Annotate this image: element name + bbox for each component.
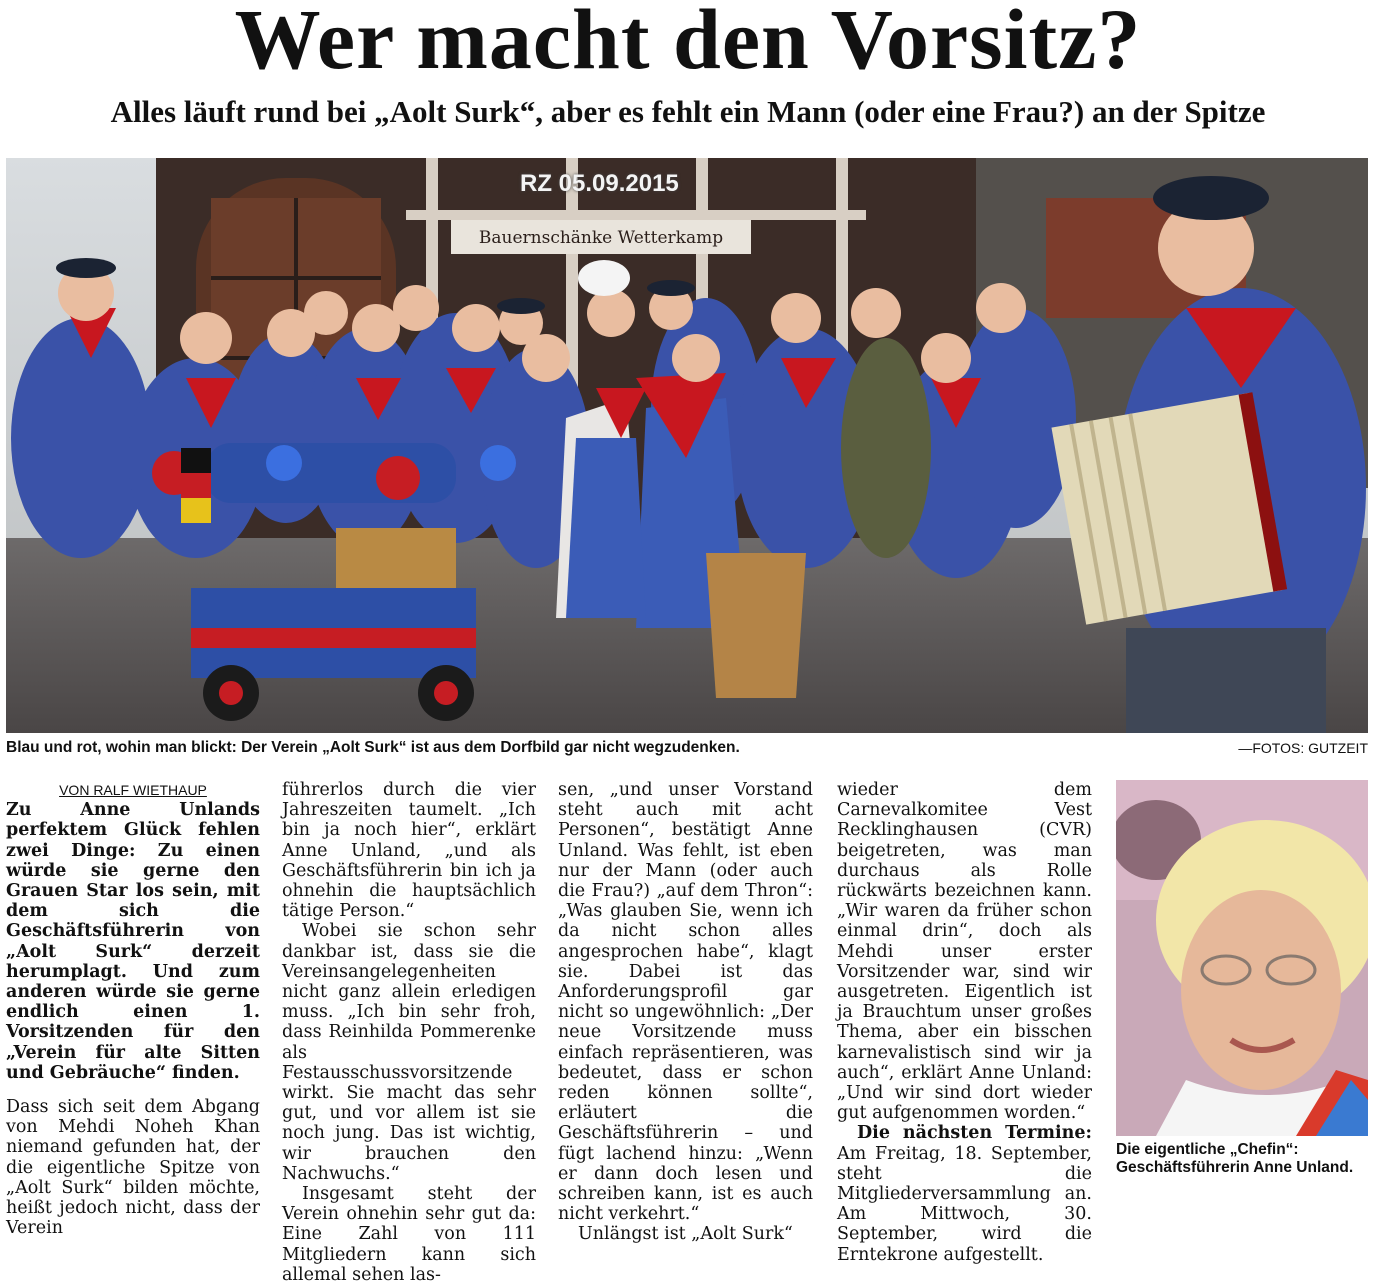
- article-column-4: [837, 780, 1092, 1265]
- inn-sign: Bauernschänke Wetterkamp: [478, 228, 724, 248]
- group-photo: [6, 158, 1368, 733]
- body-paragraph: führerlos durch die vier Jahreszeiten taumelt. „Ich bin ja noch hier“, erklärt Anne Unland, „und als Geschäftsführerin bin ich ja ohnehin die hauptsächlich tätige Person.“: [282, 780, 536, 922]
- portrait-caption: Die eigentliche „Chefin“: Geschäftsführerin Anne Unland.: [1116, 1141, 1354, 1176]
- body-paragraph: sen, „und unser Vorstand steht auch mit acht Personen“, bestätigt Anne Unland. Was fehlt, ist eben nur der Mann (oder auch die Frau?) „auf dem Thron“: „Was glauben Sie, wenn ich da nicht schon alles angesprochen habe“, klagt sie. Dabei ist das Anforderungsprofil gar nicht so ungewöhnlich: „Der neue Vorsitzende muss einfach repräsentieren, was bedeutet, dass er schon reden können sollte“, erläutert die Geschäftsführerin – und fügt lachend hinzu: „Wenn er dann doch lesen und schreiben kann, ist es auch nicht verkehrt.“: [558, 780, 813, 1225]
- body-paragraph: Insgesamt steht der Verein ohnehin sehr gut da: Eine Zahl von 111 Mitgliedern kann sich allemal sehen las-: [282, 1184, 536, 1285]
- portrait-photo: [1116, 780, 1368, 1136]
- body-paragraph: wieder dem Carnevalkomitee Vest Recklinghausen (CVR) beigetreten, was man durchaus als Rolle rückwärts bezeichnen kann. „Wir waren da früher schon einmal drin“, doch als Mehdi unser erster Vorsitzender war, sind wir ausgetreten. Eigentlich ist ja Brauchtum unser großes Thema, aber ein bisschen karnevalistisch sind wir ja auch“, erklärt Anne Unland: „Und wir sind dort wieder gut aufgenommen worden.“: [837, 780, 1092, 1124]
- dates-text: Am Freitag, 18. September, steht die Mitgliederversammlung an. Am Mittwoch, 30. September, wird die Erntekrone aufgestellt.: [837, 1143, 1092, 1265]
- article-column-2: [282, 780, 536, 1285]
- body-paragraph: Dass sich seit dem Abgang von Mehdi Noheh Khan niemand gefunden hat, der die eigentliche Spitze von „Aolt Surk“ bilden möchte, heißt jedoch nicht, dass der Verein: [6, 1097, 260, 1239]
- photo-caption: Blau und rot, wohin man blickt: Der Verein „Aolt Surk“ ist aus dem Dorfbild gar nicht wegzudenken.: [6, 739, 740, 756]
- headline: Wer macht den Vorsitz?: [234, 0, 1142, 87]
- byline: VON RALF WIETHAUP: [59, 782, 207, 798]
- photo-credit: —FOTOS: GUTZEIT: [1238, 740, 1368, 756]
- lead-paragraph: Zu Anne Unlands perfektem Glück fehlen zwei Dinge: Zu einen würde sie gerne den Grauen Star los sein, mit dem sich die Geschäftsführerin von „Aolt Surk“ derzeit herumplagt. Und zum anderen würde sie gerne endlich einen 1. Vorsitzenden für den „Verein für alte Sitten und Gebräuche“ finden.: [6, 800, 260, 1083]
- dates-heading: Die nächsten Termine:: [857, 1123, 1092, 1144]
- photo-date-stamp: RZ 05.09.2015: [520, 170, 679, 197]
- article-column-3: [558, 780, 813, 1245]
- body-paragraph: Wobei sie schon sehr dankbar ist, dass sie die Vereinsangelegenheiten nicht ganz allein erledigen muss. „Ich bin sehr froh, dass Reinhilda Pommerenke als Festausschussvorsitzende wirkt. Sie macht das sehr gut, und vor allem ist sie noch jung. Das ist wichtig, wir brauchen den Nachwuchs.“: [282, 921, 536, 1184]
- dates-paragraph: [837, 1123, 1092, 1264]
- article-column-1: [6, 780, 260, 1238]
- subheadline: Alles läuft rund bei „Aolt Surk“, aber es fehlt ein Mann (oder eine Frau?) an der Spitze: [110, 94, 1266, 129]
- body-paragraph: Unlängst ist „Aolt Surk“: [578, 1224, 793, 1245]
